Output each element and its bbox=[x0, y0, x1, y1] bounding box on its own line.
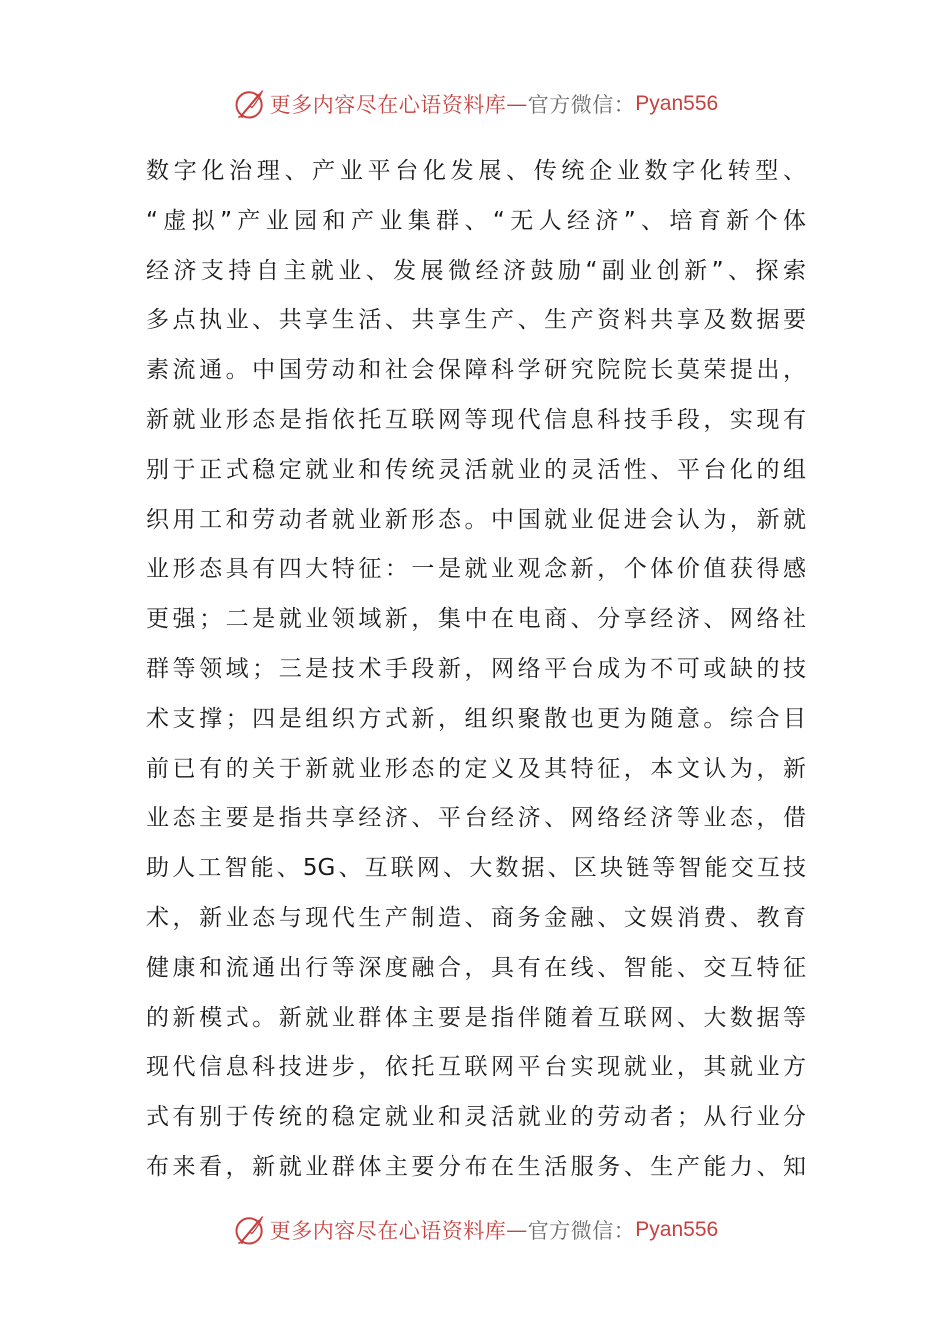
body-line: 别于正式稳定就业和传统灵活就业的灵活性、平台化的组 bbox=[146, 456, 806, 483]
banner-dash: — bbox=[506, 92, 528, 116]
body-line: 业态主要是指共享经济、平台经济、网络经济等业态，借 bbox=[146, 805, 806, 832]
document-body bbox=[146, 147, 806, 1193]
body-line: 业形态具有四大特征：一是就业观念新，个体价值获得感 bbox=[146, 556, 806, 583]
banner-wechat-label: 官方微信： bbox=[527, 1219, 636, 1243]
body-line: 术支撑；四是组织方式新，组织聚散也更为随意。综合目 bbox=[146, 705, 806, 732]
body-line: 多点执业、共享生活、共享生产、生产资料共享及数据要 bbox=[146, 307, 806, 334]
banner-brand-text: 更多内容尽在心语资料库 bbox=[269, 93, 507, 117]
footer-banner bbox=[0, 1210, 950, 1250]
body-line: 健康和流通出行等深度融合，具有在线、智能、交互特征 bbox=[146, 954, 806, 981]
quill-pen-logo-icon bbox=[232, 1212, 268, 1248]
body-line: 素流通。中国劳动和社会保障科学研究院院长莫荣提出， bbox=[146, 357, 806, 384]
body-line: 的新模式。新就业群体主要是指伴随着互联网、大数据等 bbox=[146, 1004, 806, 1031]
banner-wechat-id: Pyan556 bbox=[635, 1218, 719, 1241]
body-line: 新就业形态是指依托互联网等现代信息科技手段，实现有 bbox=[146, 406, 806, 433]
body-line: 数字化治理、产业平台化发展、传统企业数字化转型、 bbox=[146, 158, 806, 184]
header-banner bbox=[0, 84, 950, 124]
body-line: 经济支持自主就业、发展微经济鼓励“副业创新”、探索 bbox=[146, 257, 806, 284]
banner-wechat-id: Pyan556 bbox=[635, 92, 719, 115]
body-line: 布来看，新就业群体主要分布在生活服务、生产能力、知 bbox=[146, 1153, 806, 1180]
body-line: “虚拟”产业园和产业集群、“无人经济”、培育新个体 bbox=[146, 207, 806, 234]
body-line: 助人工智能、5G、互联网、大数据、区块链等智能交互技 bbox=[146, 855, 806, 882]
body-line: 群等领域；三是技术手段新，网络平台成为不可或缺的技 bbox=[146, 655, 806, 682]
body-line: 术，新业态与现代生产制造、商务金融、文娱消费、教育 bbox=[146, 904, 806, 931]
body-line: 更强；二是就业领域新，集中在电商、分享经济、网络社 bbox=[146, 606, 806, 633]
body-line: 前已有的关于新就业形态的定义及其特征，本文认为，新 bbox=[146, 755, 806, 782]
body-line: 现代信息科技进步，依托互联网平台实现就业，其就业方 bbox=[146, 1054, 806, 1081]
body-line: 织用工和劳动者就业新形态。中国就业促进会认为，新就 bbox=[146, 506, 806, 533]
banner-wechat-label: 官方微信： bbox=[527, 93, 636, 117]
banner-dash: — bbox=[506, 1218, 528, 1242]
quill-pen-logo-icon bbox=[232, 86, 268, 122]
body-line: 式有别于传统的稳定就业和灵活就业的劳动者；从行业分 bbox=[146, 1104, 806, 1131]
banner-brand-text: 更多内容尽在心语资料库 bbox=[269, 1219, 507, 1243]
